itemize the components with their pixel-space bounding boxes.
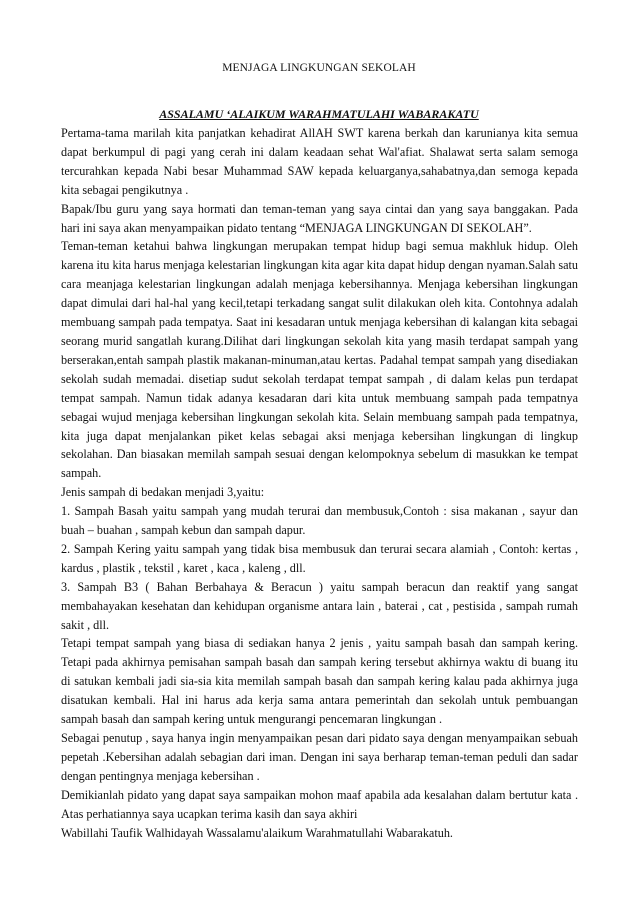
paragraph-farewell: Wabillahi Taufik Walhidayah Wassalamu'alaikum Warahmatullahi Wabarakatuh. [61, 825, 453, 840]
paragraph-list-intro: Jenis sampah di bedakan menjadi 3,yaitu: [61, 485, 265, 500]
paragraph-greeting-audience: Bapak/Ibu guru yang saya hormati dan teman-teman yang saya cintai dan yang saya banggakan. Pada hari ini saya akan menyampaikan pidato tentang “MENJAGA LINGKUNGAN DI SEKOLAH”. [61, 201, 578, 235]
document-title: MENJAGA LINGKUNGAN SEKOLAH [222, 62, 416, 74]
opening-greeting: ASSALAMU ‘ALAIKUM WARAHMATULAHI WABARAKATU [159, 107, 479, 121]
speech-body [61, 124, 578, 842]
paragraph-opening: Pertama-tama marilah kita panjatkan kehadirat AllAH SWT karena berkah dan karunianya kita semua dapat berkumpul di pagi yang cerah ini dalam keadaan sehat Wal'afiat. Shalawat serta salam semoga tercurahkan kepada Nabi besar Muhammad SAW kepada keluarganya,sahabatnya,dan semoga kepada kita sebagai pengikutnya . [61, 126, 578, 197]
list-item-dry-waste: 2. Sampah Kering yaitu sampah yang tidak bisa membusuk dan terurai secara alamiah , Contoh: kertas , kardus , plastik , tekstil , karet , kaca , kaleng , dll. [61, 541, 578, 575]
paragraph-closing-message: Sebagai penutup , saya hanya ingin menyampaikan pesan dari pidato saya dengan menyampaikan sebuah pepetah .Kebersihan adalah sebagian dari iman. Dengan ini saya berharap teman-teman peduli dan sadar dengan pentingnya menjaga kebersihan . [61, 731, 578, 783]
paragraph-waste-bins: Tetapi tempat sampah yang biasa di sediakan hanya 2 jenis , yaitu sampah basah dan sampah kering. Tetapi pada akhirnya pemisahan sampah basah dan sampah kering tersebut akhirnya waktu di buang itu di satukan kembali jadi sia-sia kita memilah sampah basah dan sampah kering kalau pada akhirnya juga disatukan kembali. Hal ini harus ada kerja sama antara pemerintah dan sekolah untuk pembuangan sampah basah dan sampah kering untuk mengurangi pencemaran lingkungan . [61, 636, 578, 727]
paragraph-main: Teman-teman ketahui bahwa lingkungan merupakan tempat hidup bagi semua makhluk hidup. Oleh karena itu kita harus menjaga kelestarian lingkungan kita agar kita dapat hidup dengan nyaman.Salah satu cara meanjaga kelestarian lingkungan adalah menjaga kebersihannya. Menjaga kebersihan lingkungan dapat dimulai dari hal-hal yang kecil,tetapi terkadang sangat sulit dilakukan oleh kita. Contohnya adalah membuang sampah pada tempatya. Saat ini kesadaran untuk menjaga kebersihan di kalangan kita sebagai seorang murid sangatlah kurang.Dilihat dari lingkungan sekolah kita yang masih terdapat sampah yang berserakan,entah sampah plastik makanan-minuman,atau kertas. Padahal tempat sampah yang disediakan sekolah sudah memadai. disetiap sudut sekolah terdapat tempat sampah , di dalam kelas pun terdapat tempat sampah. Namun tidak adanya kesadaran dari kita untuk membuang sampah pada tempatnya sebagai wujud menjaga kebersihan lingkungan sekolah kita. Selain membuang sampah pada tempatnya, kita juga dapat menjalankan piket kelas sebagai aksi menjaga kebersihan lingkungan di lingkup sekolahan. Dan biasakan memilah sampah sesuai dengan kelompoknya sebelum di masukkan ke tempat sampah. [61, 239, 578, 481]
list-item-wet-waste: 1. Sampah Basah yaitu sampah yang mudah terurai dan membusuk,Contoh : sisa makanan , sayur dan buah – buahan , sampah kebun dan sampah dapur. [61, 504, 578, 538]
paragraph-apology: Demikianlah pidato yang dapat saya sampaikan mohon maaf apabila ada kesalahan dalam bertutur kata . Atas perhatiannya saya ucapkan terima kasih dan saya akhiri [61, 787, 578, 821]
list-item-b3-waste: 3. Sampah B3 ( Bahan Berbahaya & Beracun ) yaitu sampah beracun dan reaktif yang sangat membahayakan kesehatan dan kehidupan organisme antara lain , baterai , cat , pestisida , sampah rumah sakit , dll. [61, 579, 578, 632]
